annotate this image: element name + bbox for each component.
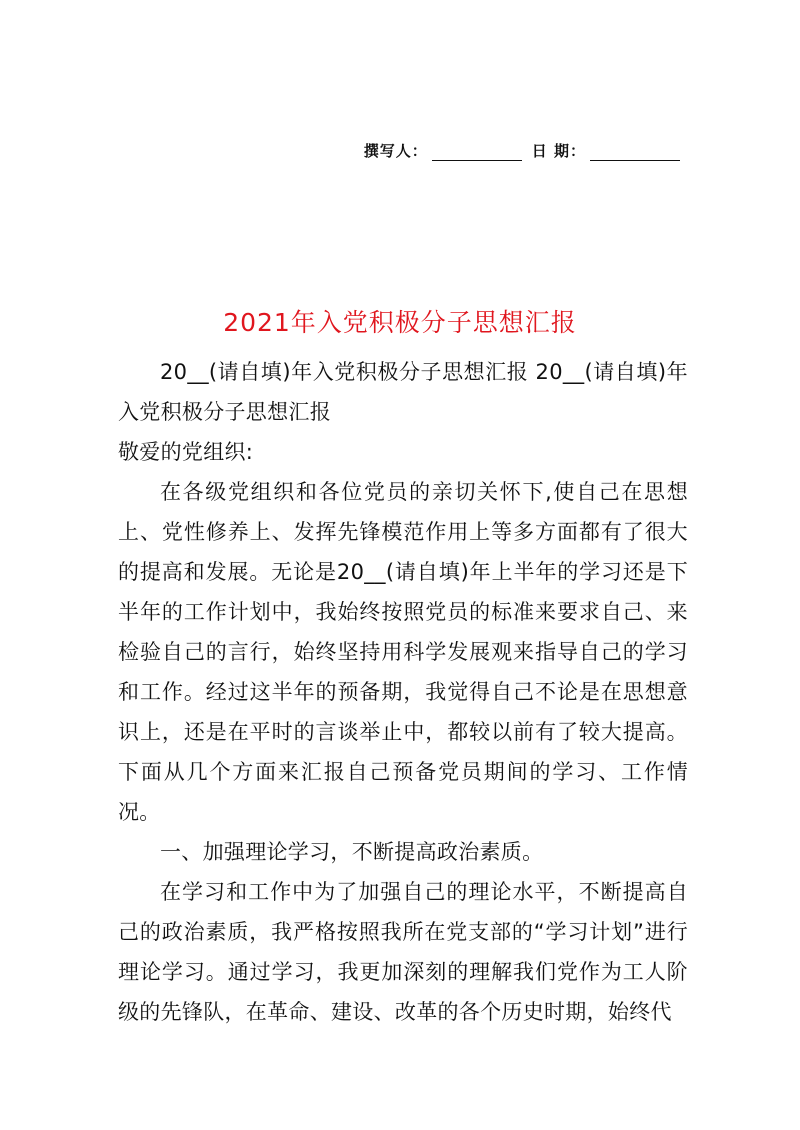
paragraph-heading: 20__(请自填)年入党积极分子思想汇报 20__(请自填)年入党积极分子思想汇报 <box>118 360 688 424</box>
date-label: 日 期： <box>531 142 586 160</box>
author-date-line <box>364 140 680 161</box>
paragraph-intro: 在各级党组织和各位党员的亲切关怀下,使自己在思想上、党性修养上、发挥先锋模范作用上等多方面都有了很大的提高和发展。无论是20__(请自填)年上半年的学习还是下半年的工作计划中，我始终按照党员的标准来要求自己、来检验自己的言行，始终坚持用科学发展观来指导自己的学习和工作。经过这半年的预备期，我觉得自己不论是在思想意识上，还是在平时的言谈举止中，都较以前有了较大提高。下面从几个方面来汇报自己预备党员期间的学习、工作情况。 <box>118 480 688 824</box>
paragraph-salutation: 敬爱的党组织: <box>118 440 254 464</box>
author-label: 撰写人： <box>363 142 428 160</box>
author-blank <box>432 146 522 161</box>
date-blank <box>590 146 680 161</box>
document-title: 2021年入党积极分子思想汇报 <box>223 308 577 337</box>
document-body <box>118 352 688 1032</box>
paragraph-section-heading: 一、加强理论学习，不断提高政治素质。 <box>160 840 544 864</box>
paragraph-theory-study: 在学习和工作中为了加强自己的理论水平，不断提高自己的政治素质，我严格按照我所在党支部的“学习计划”进行理论学习。通过学习，我更加深刻的理解我们党作为工人阶级的先锋队，在革命、建设、改革的各个历史时期，始终代 <box>118 880 688 1024</box>
